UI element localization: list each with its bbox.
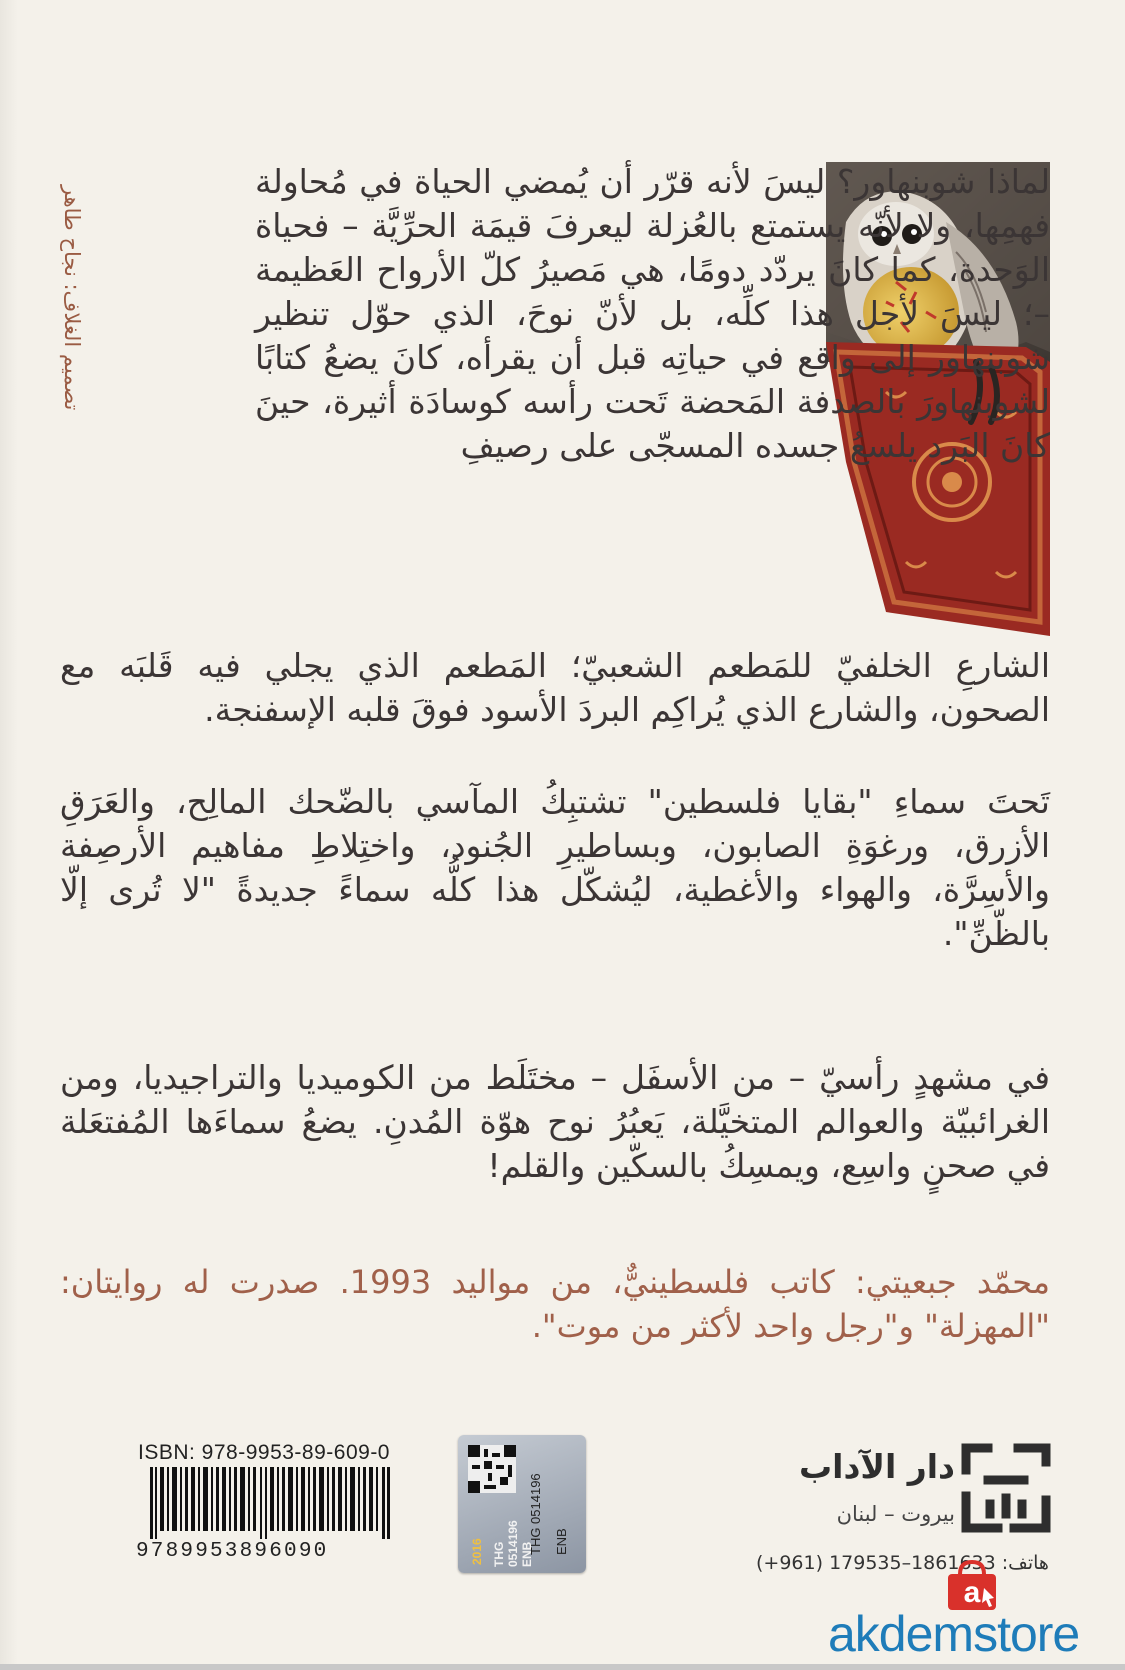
cover-design-credit: تصميم الغلاف: نجاح طاهر: [60, 184, 84, 410]
sticker-code-d: THG 0514196 ENB: [492, 1520, 534, 1567]
distributor-sticker: [458, 1435, 586, 1573]
description-paragraph-1: لماذا شوبنهاور؟ ليسَ لأنه قرّر أن يُمضي الحياة في مُحاولة فهمِها، ولا لأنّه يستمتع بالعُزلة ليعرفَ قيمَة الحرِّيَّة – فحياة الوَحدة، كما كانَ يردّد دومًا، هي مَصيرُ كلّ الأرواح العَظيمة –؛ ليسَ لأجل هذا كلِّه، بل لأنّ نوحَ، الذي حوّل تنظير شوبنهاور إلى واقع في حياتِه قبل أن يقرأه، كانَ يضعُ كتابًا لشوبنهاورَ بالصدفة المَحضة تَحت رأسه كوسادَة أثيرة، حينَ كانَ البَرد يلسعُ جسده المسجّى على رصيفِ: [255, 162, 1050, 465]
store-bag-icon: [944, 1560, 1000, 1612]
sticker-code-b: ENB: [554, 1528, 569, 1555]
qr-code: [468, 1445, 516, 1493]
isbn-label: ISBN: 978-9953-89-609-0: [138, 1441, 390, 1464]
barcode-digits: 9789953896090: [136, 1540, 329, 1563]
page-edge: [0, 0, 18, 1670]
publisher-phone: هاتف: 1861633–179535 (961+): [756, 1552, 1049, 1574]
author-bio: محمّد جبعيتي: كاتب فلسطينيٌّ، من مواليد 1993. صدرت له روايتان: "المهزلة" و"رجل واحد لأكثر من موت".: [60, 1263, 1051, 1345]
description-paragraph-2: تَحتَ سماءِ "بقايا فلسطين" تشتبِكُ المآسي بالضّحك المالِح، والعَرَقِ الأزرق، ورغوَةِ الصابون، وبساطيرِ الجُنود، واختِلاطِ مفاهيم الأرصِفة والأسِرَّة، والهواء والأغطية، ليُشكّل هذا كلُّه سماءً جديدةً "لا تُرى إلّا بالظّنِّ".: [60, 782, 1050, 953]
publisher-logo-icon: [958, 1440, 1054, 1536]
bottom-edge: [0, 1664, 1125, 1670]
sticker-code-c: 2016: [470, 1538, 484, 1565]
isbn-barcode: [150, 1467, 390, 1539]
svg-text:a: a: [963, 1576, 981, 1609]
sticker-code-a: THG 0514196: [528, 1473, 543, 1555]
publisher-city: بيروت – لبنان: [836, 1502, 955, 1526]
publisher-name: دار الآداب: [798, 1447, 955, 1486]
description-paragraph-1-continued: الشارعِ الخلفيّ للمَطعم الشعبيّ؛ المَطعم الذي يجلي فيه قَلبَه مع الصحون، والشارع الذي يُراكِم البردَ الأسود فوقَ قلبه الإسفنجة.: [60, 646, 1050, 729]
store-watermark: akdemstore: [828, 1606, 1080, 1662]
description-paragraph-3: في مشهدٍ رأسيّ – من الأسفَل – مختَلَط من الكوميديا والتراجيديا، ومن الغرائبيّة والعوالم المتخيَّلة، يَعبُرُ نوح هوّة المُدنِ. يضعُ سماءَها المُفتعَلة في صحنٍ واسِع، ويمسِكُ بالسكّين والقلم!: [60, 1058, 1050, 1185]
